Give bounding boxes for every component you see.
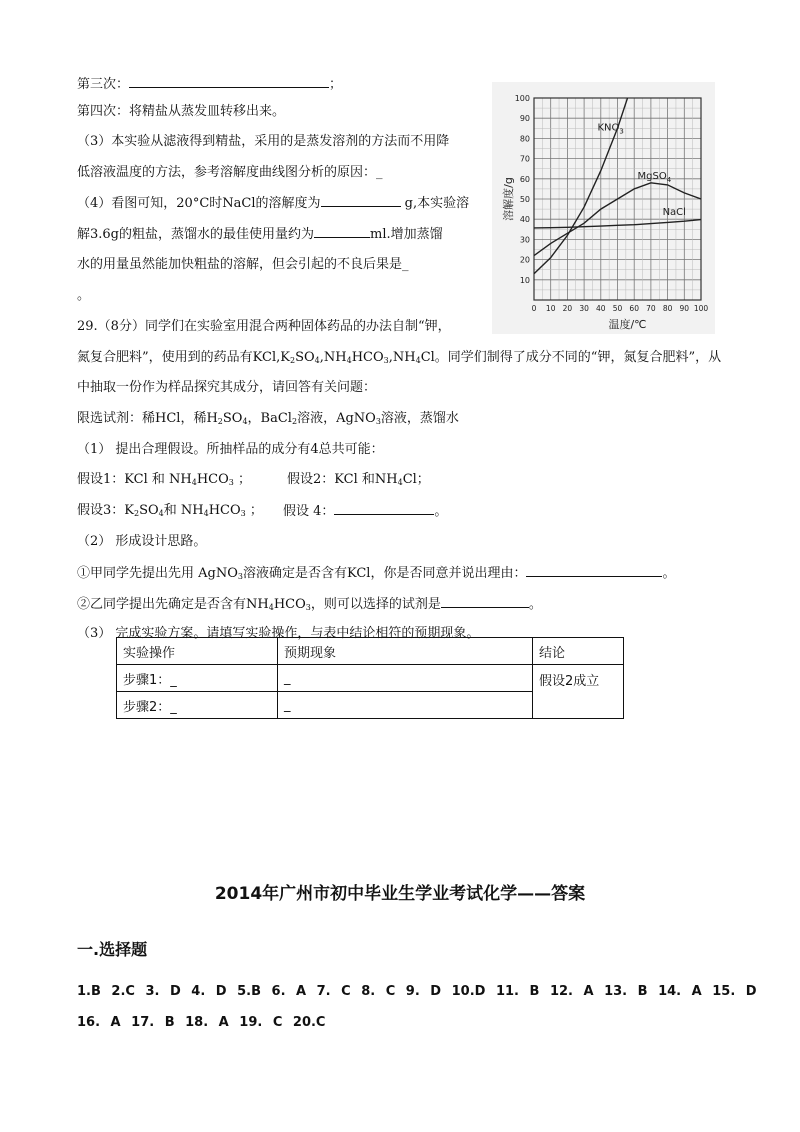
text: ； xyxy=(245,503,263,518)
y-tick-label: 30 xyxy=(519,235,530,245)
x-tick-label: 70 xyxy=(646,304,656,313)
text: 氮复合肥料”，使用到的药品有KCl,K xyxy=(77,350,290,365)
experiment-table xyxy=(116,637,624,719)
subscript: 4 xyxy=(346,356,352,365)
y-tick-label: 60 xyxy=(519,174,530,184)
text: ml.增加蒸馏 xyxy=(370,227,443,242)
solubility-chart xyxy=(492,82,715,334)
x-tick-label: 80 xyxy=(662,304,673,313)
y-tick-label: 70 xyxy=(519,154,530,164)
text: ； xyxy=(233,472,251,487)
y-tick-label: 10 xyxy=(519,275,530,285)
x-tick-label: 50 xyxy=(612,304,623,313)
text: 限选试剂：稀HCl，稀H xyxy=(77,411,218,426)
text: 溶液，AgNO xyxy=(297,411,376,426)
subscript: 4 xyxy=(203,509,209,518)
question-4-line2 xyxy=(77,225,443,244)
subscript: 2 xyxy=(133,509,140,518)
text: HCO xyxy=(351,350,384,365)
conclusion-cell: 假设2成立 xyxy=(533,665,624,719)
question-4-line1 xyxy=(77,194,469,213)
header-conclusion: 结论 xyxy=(533,638,624,665)
text: （4）看图可知，20°C时NaCl的溶解度为 xyxy=(77,196,321,211)
y-tick-label: 90 xyxy=(519,114,530,124)
subscript: 3 xyxy=(375,417,381,426)
subscript: 2 xyxy=(289,356,296,365)
answer-blank[interactable] xyxy=(526,564,662,577)
hypothesis-3 xyxy=(77,502,263,520)
subscript: 4 xyxy=(191,478,197,487)
design-point-2 xyxy=(77,595,542,614)
text: 解3.6g的粗盐，蒸馏水的最佳使用量约为 xyxy=(77,227,314,242)
text: SO xyxy=(139,503,159,518)
table-header-row xyxy=(117,638,624,665)
x-axis-label: 温度/℃ xyxy=(608,318,647,331)
subscript: 4 xyxy=(268,603,274,612)
header-operation: 实验操作 xyxy=(117,638,278,665)
hypothesis-prompt: （1） 提出合理假设。所抽样品的成分有4总共可能： xyxy=(77,442,384,457)
text: 溶液确定是否含有KCl，你是否同意并说出理由： xyxy=(242,566,527,581)
subscript: 2 xyxy=(291,417,298,426)
answer-blank[interactable] xyxy=(334,502,434,515)
text: 溶液，蒸馏水 xyxy=(380,411,459,426)
series-label-kno3: $KNO_3$ xyxy=(597,122,624,136)
step-1-phenomenon[interactable]: _ xyxy=(278,665,533,692)
experiment-heading: （3） 完成实验方案。请填写实验操作，与表中结论相符的预期现象。 xyxy=(77,626,480,641)
text: SO xyxy=(295,350,315,365)
step-2-operation[interactable]: 步骤2：_ xyxy=(117,692,278,719)
question-3-line2: 低溶液温度的方法，参考溶解度曲线图分析的原因：_ xyxy=(77,165,383,180)
text: 假设 4： xyxy=(283,504,335,519)
reagents-line xyxy=(77,410,459,428)
text: SO xyxy=(222,411,243,426)
question-29-line2 xyxy=(77,349,721,367)
text: Cl。同学们制得了成分不同的“钾，氮复合肥料”，从 xyxy=(420,350,722,365)
text: ，BaCl xyxy=(247,411,292,426)
answer-line-1: 1.B 2.C 3. D 4. D 5.B 6. A 7. C 8. C 9. D 10.D 11. B 12. A 13. B 14. A 15. D xyxy=(77,984,757,999)
text: ②乙同学提出先确定是否含有NH xyxy=(77,597,269,612)
text: 。 xyxy=(662,566,676,581)
answer-blank[interactable] xyxy=(321,194,401,207)
answer-title: 2014年广州市初中毕业生学业考试化学——答案 xyxy=(214,884,586,904)
section-heading: 一.选择题 xyxy=(77,940,148,959)
text: g,本实验溶 xyxy=(400,196,470,211)
subscript: 4 xyxy=(397,478,403,487)
subscript: 3 xyxy=(383,356,389,365)
text: HCO xyxy=(196,472,229,487)
subscript: 2 xyxy=(217,417,223,426)
text: ①甲同学先提出先用 AgNO xyxy=(77,566,238,581)
text: 假设3：K xyxy=(77,503,134,518)
y-tick-label: 50 xyxy=(519,195,530,204)
hypothesis-2 xyxy=(287,471,430,489)
text: 假设1：KCl 和 NH xyxy=(77,472,192,487)
y-tick-label: 100 xyxy=(514,94,530,103)
question-29-line3: 中抽取一份作为样品探究其成分，请回答有关问题： xyxy=(77,380,377,395)
series-label-nacl: NaCl xyxy=(662,207,686,219)
x-tick-label: 20 xyxy=(562,304,573,313)
line-third-step xyxy=(77,75,342,94)
text: Cl； xyxy=(402,472,430,487)
hypothesis-1 xyxy=(77,471,251,489)
x-tick-label: 10 xyxy=(545,304,556,313)
text: HCO xyxy=(273,597,306,612)
subscript: 4 xyxy=(242,417,248,426)
answer-line-2: 16. A 17. B 18. A 19. C 20.C xyxy=(77,1015,326,1030)
step-2-phenomenon[interactable]: _ xyxy=(278,692,533,719)
subscript: 3 xyxy=(305,603,311,612)
text: 和 NH xyxy=(163,503,204,518)
text: ，则可以选择的试剂是 xyxy=(310,597,441,612)
y-axis-label: 溶解度/g xyxy=(502,177,515,221)
hypothesis-4 xyxy=(283,502,447,521)
x-tick-label: 90 xyxy=(679,304,690,313)
y-tick-label: 80 xyxy=(519,134,530,144)
subscript: 3 xyxy=(240,509,246,518)
series-label-mgso4: MgSO$_4$ xyxy=(637,170,672,184)
text: ,NH xyxy=(319,350,347,365)
subscript: 4 xyxy=(415,356,421,365)
subscript: 3 xyxy=(228,478,234,487)
text: HCO xyxy=(208,503,241,518)
y-tick-label: 20 xyxy=(519,255,530,265)
header-phenomenon: 预期现象 xyxy=(278,638,533,665)
subscript: 4 xyxy=(158,509,164,518)
x-tick-label: 60 xyxy=(629,304,639,313)
y-tick-label: 40 xyxy=(519,215,530,225)
subscript: 3 xyxy=(237,572,243,581)
text: 第三次： xyxy=(77,77,130,92)
text: 。 xyxy=(434,504,448,519)
question-29-line1: 29.（8分）同学们在实验室用混合两种固体药品的办法自制“钾， xyxy=(77,319,451,334)
x-tick-label: 40 xyxy=(596,304,606,313)
text: 。 xyxy=(528,597,542,612)
x-tick-label: 100 xyxy=(693,304,709,313)
solubility-chart-svg xyxy=(492,82,715,334)
question-4-line3: 水的用量虽然能加快粗盐的溶解，但会引起的不良后果是_ xyxy=(77,257,409,272)
answer-blank[interactable] xyxy=(314,225,370,238)
design-point-1 xyxy=(77,564,675,583)
text: ,NH xyxy=(388,350,416,365)
x-tick-label: 30 xyxy=(579,304,589,313)
series-line-kno3 xyxy=(534,82,643,274)
text: ； xyxy=(329,77,343,92)
table-row xyxy=(117,665,624,692)
x-tick-label: 0 xyxy=(531,304,537,313)
subscript: 4 xyxy=(314,356,320,365)
answer-blank[interactable] xyxy=(441,595,529,608)
answer-blank[interactable] xyxy=(129,75,329,88)
text: 假设2：KCl 和NH xyxy=(287,472,398,487)
step-1-operation[interactable]: 步骤1：_ xyxy=(117,665,278,692)
question-4-line4: 。 xyxy=(77,288,91,303)
question-3-line1: （3）本实验从滤液得到精盐，采用的是蒸发溶剂的方法而不用降 xyxy=(77,134,450,149)
design-heading: （2） 形成设计思路。 xyxy=(77,534,207,549)
line-fourth-step: 第四次：将精盐从蒸发皿转移出来。 xyxy=(77,104,286,119)
